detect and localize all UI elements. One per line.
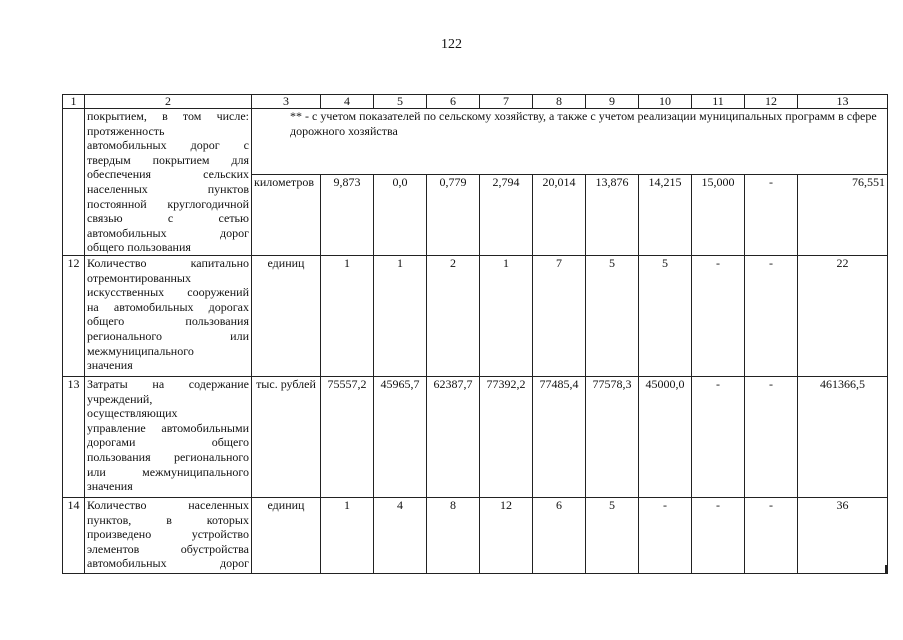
scan-mark xyxy=(885,565,888,574)
indicator-line: искусственных сооружений xyxy=(87,285,249,300)
unit-cell: тыс. рублей xyxy=(252,376,321,497)
value-cell: 6 xyxy=(533,497,586,573)
indicator-line: общего пользования xyxy=(87,240,191,255)
value-cell: 45000,0 xyxy=(639,376,692,497)
indicator-line: обеспечения сельских xyxy=(87,167,249,182)
indicator-line: отремонтированных xyxy=(87,270,191,285)
row-number xyxy=(63,109,85,256)
row-number: 13 xyxy=(63,376,85,497)
indicator-line: Количество капитально xyxy=(87,255,249,270)
column-number: 13 xyxy=(798,95,888,109)
value-cell: 1 xyxy=(321,255,374,376)
indicator-line: твердым покрытием для xyxy=(87,152,249,167)
value-cell: 45965,7 xyxy=(374,376,427,497)
column-number: 11 xyxy=(692,95,745,109)
value-cell: 5 xyxy=(586,497,639,573)
value-cell: - xyxy=(692,376,745,497)
total-cell: 36 xyxy=(798,497,888,573)
value-cell: 0,0 xyxy=(374,175,427,256)
page-number: 122 xyxy=(441,37,462,52)
total-cell: 461366,5 xyxy=(798,376,888,497)
column-number: 12 xyxy=(745,95,798,109)
total-cell: 22 xyxy=(798,255,888,376)
indicator-line: регионального или xyxy=(87,328,249,343)
value-cell: 1 xyxy=(374,255,427,376)
indicator-text xyxy=(85,109,252,256)
column-number-row xyxy=(63,95,888,109)
indicator-line: Количество населенных xyxy=(87,497,249,512)
value-cell: - xyxy=(745,175,798,256)
indicator-line: произведено устройство xyxy=(87,527,249,542)
value-cell: 2 xyxy=(427,255,480,376)
value-cell: 8 xyxy=(427,497,480,573)
column-number: 3 xyxy=(252,95,321,109)
unit-cell: километров xyxy=(252,175,321,256)
value-cell: 5 xyxy=(639,255,692,376)
column-number: 1 xyxy=(63,95,85,109)
indicator-line: связью с сетью xyxy=(87,211,249,226)
indicator-line: или межмуниципального xyxy=(87,464,249,479)
indicator-text xyxy=(85,497,252,573)
value-cell: - xyxy=(639,497,692,573)
indicator-line: элементов обустройства xyxy=(87,541,249,556)
unit-cell: единиц xyxy=(252,497,321,573)
total-cell: 76,551 xyxy=(798,175,888,256)
value-cell: 15,000 xyxy=(692,175,745,256)
indicator-line: общего пользования xyxy=(87,314,249,329)
value-cell: 20,014 xyxy=(533,175,586,256)
table-row xyxy=(63,109,888,175)
value-cell: 62387,7 xyxy=(427,376,480,497)
table-row xyxy=(63,497,888,573)
indicator-line: значения xyxy=(87,358,133,373)
value-cell: 75557,2 xyxy=(321,376,374,497)
value-cell: - xyxy=(745,255,798,376)
value-cell: 1 xyxy=(321,497,374,573)
value-cell: - xyxy=(745,376,798,497)
value-cell: 1 xyxy=(480,255,533,376)
column-number: 6 xyxy=(427,95,480,109)
value-cell: 13,876 xyxy=(586,175,639,256)
indicator-line: покрытием, в том числе: xyxy=(87,109,249,123)
column-number: 7 xyxy=(480,95,533,109)
value-cell: 4 xyxy=(374,497,427,573)
footnote-cell xyxy=(252,109,888,175)
column-number: 8 xyxy=(533,95,586,109)
column-number: 10 xyxy=(639,95,692,109)
indicator-line: постоянной круглогодичной xyxy=(87,196,249,211)
value-cell: 0,779 xyxy=(427,175,480,256)
indicator-line: Затраты на содержание xyxy=(87,376,249,391)
column-number: 5 xyxy=(374,95,427,109)
indicator-line: осуществляющих xyxy=(87,406,178,421)
value-cell: 77392,2 xyxy=(480,376,533,497)
value-cell: 12 xyxy=(480,497,533,573)
column-number: 4 xyxy=(321,95,374,109)
indicator-line: автомобильных дорог xyxy=(87,225,249,240)
table-row xyxy=(63,255,888,376)
value-cell: 7 xyxy=(533,255,586,376)
indicator-line: на автомобильных дорогах xyxy=(87,299,249,314)
unit-cell: единиц xyxy=(252,255,321,376)
indicator-line: пользования регионального xyxy=(87,449,249,464)
indicator-line: учреждений, xyxy=(87,391,153,406)
indicator-line: пунктов, в которых xyxy=(87,512,249,527)
indicator-line: автомобильных дорог с xyxy=(87,138,249,153)
value-cell: 77485,4 xyxy=(533,376,586,497)
value-cell: - xyxy=(692,497,745,573)
value-cell: - xyxy=(745,497,798,573)
footnote-text: ** - с учетом показателей по сельскому хозяйству, а также с учетом реализации муниципальных программ в сфере дорожного хозяйства xyxy=(290,109,877,138)
column-number: 9 xyxy=(586,95,639,109)
row-number: 12 xyxy=(63,255,85,376)
table-row xyxy=(63,376,888,497)
value-cell: 14,215 xyxy=(639,175,692,256)
indicator-line: протяженность xyxy=(87,123,165,138)
indicator-line: управление автомобильными xyxy=(87,420,249,435)
value-cell: 2,794 xyxy=(480,175,533,256)
indicator-line: значения xyxy=(87,479,133,494)
indicator-line: межмуниципального xyxy=(87,343,194,358)
indicator-line: населенных пунктов xyxy=(87,181,249,196)
indicator-line: автомобильных дорог xyxy=(87,556,249,571)
indicator-text xyxy=(85,376,252,497)
indicators-table xyxy=(62,94,888,574)
value-cell: 77578,3 xyxy=(586,376,639,497)
indicator-text xyxy=(85,255,252,376)
indicator-line: дорогами общего xyxy=(87,435,249,450)
row-number: 14 xyxy=(63,497,85,573)
value-cell: 9,873 xyxy=(321,175,374,256)
column-number: 2 xyxy=(85,95,252,109)
value-cell: 5 xyxy=(586,255,639,376)
value-cell: - xyxy=(692,255,745,376)
